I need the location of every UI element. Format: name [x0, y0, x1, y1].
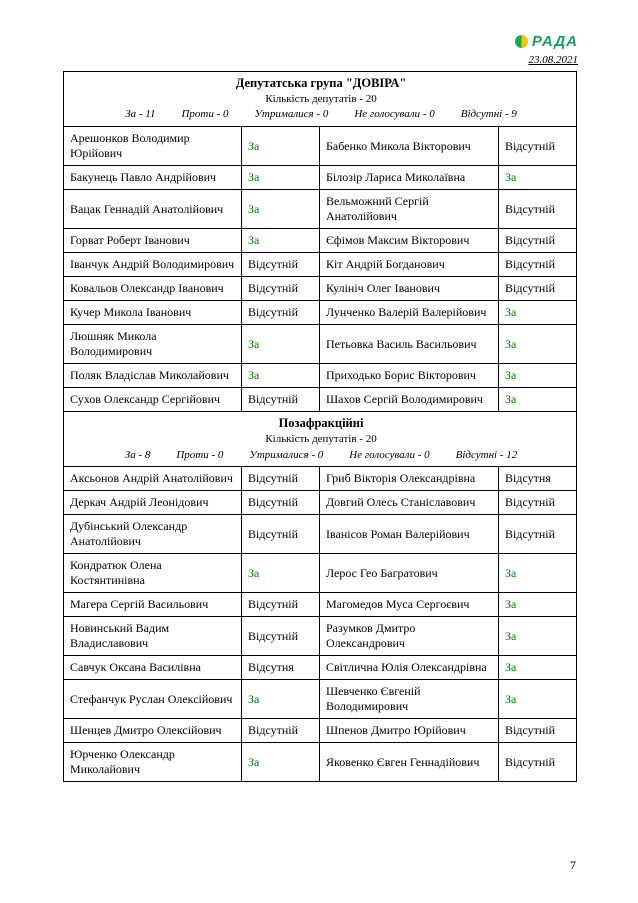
vote-cell: За [499, 554, 577, 593]
deputy-name-cell: Разумков Дмитро Олександрович [320, 617, 499, 656]
table-row [64, 388, 577, 412]
deputy-name-cell: Вельможний Сергій Анатолійович [320, 190, 499, 229]
deputy-name-cell: Єфімов Максим Вікторович [320, 229, 499, 253]
voting-table [63, 71, 577, 782]
deputy-name-cell: Бабенко Микола Вікторович [320, 127, 499, 166]
vote-cell: За [499, 325, 577, 364]
deputy-name-cell: Стефанчук Руслан Олексійович [64, 680, 242, 719]
vote-cell: За [242, 554, 320, 593]
deputy-name-cell: Дубінський Олександр Анатолійович [64, 515, 242, 554]
table-row [64, 743, 577, 782]
vote-cell: Відсутній [499, 190, 577, 229]
table-row [64, 617, 577, 656]
deputy-name-cell: Іванісов Роман Валерійович [320, 515, 499, 554]
table-row [64, 554, 577, 593]
deputy-name-cell: Горват Роберт Іванович [64, 229, 242, 253]
vote-cell: Відсутній [242, 253, 320, 277]
voting-table-container [63, 71, 577, 782]
table-row [64, 719, 577, 743]
vote-cell: Відсутня [499, 467, 577, 491]
vote-stat-item: Відсутні - 12 [455, 448, 518, 461]
vote-stat-item: Не голосували - 0 [354, 108, 435, 121]
section-vote-stats [70, 449, 572, 463]
table-row [64, 680, 577, 719]
vote-stat-item: Проти - 0 [181, 108, 229, 121]
deputy-name-cell: Білозір Лариса Миколаївна [320, 166, 499, 190]
vote-cell: Відсутній [242, 491, 320, 515]
vote-cell: Відсутній [499, 127, 577, 166]
vote-stat-item: За - 8 [124, 448, 151, 461]
vote-stat-item: За - 11 [125, 108, 156, 121]
vote-cell: Відсутній [242, 593, 320, 617]
vote-cell: Відсутній [242, 388, 320, 412]
vote-cell: Відсутній [242, 277, 320, 301]
vote-cell: Відсутній [242, 617, 320, 656]
table-row [64, 467, 577, 491]
table-row [64, 325, 577, 364]
section-deputy-count: Кількість депутатів - 20 [265, 92, 377, 105]
document-header [515, 33, 578, 68]
deputy-name-cell: Люшняк Микола Володимирович [64, 325, 242, 364]
deputy-name-cell: Іванчук Андрій Володимирович [64, 253, 242, 277]
rada-logo-text: РАДА [531, 33, 578, 50]
vote-cell: За [242, 229, 320, 253]
table-row [64, 656, 577, 680]
deputy-name-cell: Петьовка Василь Васильович [320, 325, 499, 364]
vote-cell: За [499, 593, 577, 617]
deputy-name-cell: Бакунець Павло Андрійович [64, 166, 242, 190]
deputy-name-cell: Кулініч Олег Іванович [320, 277, 499, 301]
deputy-name-cell: Магера Сергій Васильович [64, 593, 242, 617]
vote-cell: Відсутній [499, 229, 577, 253]
vote-cell: Відсутній [242, 515, 320, 554]
deputy-name-cell: Ковальов Олександр Іванович [64, 277, 242, 301]
vote-cell: Відсутній [499, 515, 577, 554]
deputy-name-cell: Поляк Владіслав Миколайович [64, 364, 242, 388]
vote-cell: Відсутній [499, 253, 577, 277]
vote-cell: Відсутній [499, 743, 577, 782]
deputy-name-cell: Світлична Юлія Олександрівна [320, 656, 499, 680]
vote-cell: Відсутній [242, 467, 320, 491]
table-row [64, 301, 577, 325]
table-row [64, 491, 577, 515]
deputy-name-cell: Юрченко Олександр Миколайович [64, 743, 242, 782]
vote-cell: Відсутній [242, 301, 320, 325]
vote-cell: За [242, 680, 320, 719]
vote-cell: Відсутній [499, 719, 577, 743]
vote-stat-item: Не голосували - 0 [349, 448, 430, 461]
deputy-name-cell: Приходько Борис Вікторович [320, 364, 499, 388]
section-header-row [64, 412, 577, 467]
vote-cell: За [499, 364, 577, 388]
deputy-name-cell: Кучер Микола Іванович [64, 301, 242, 325]
vote-cell: За [242, 325, 320, 364]
table-row [64, 277, 577, 301]
deputy-name-cell: Гриб Вікторія Олександрівна [320, 467, 499, 491]
vote-cell: За [499, 301, 577, 325]
vote-cell: За [242, 127, 320, 166]
vote-cell: За [242, 190, 320, 229]
rada-logo-icon [515, 35, 528, 48]
vote-stat-item: Утрималися - 0 [254, 108, 329, 121]
section-header-cell [64, 72, 577, 127]
deputy-name-cell: Деркач Андрій Леонідович [64, 491, 242, 515]
deputy-name-cell: Шпенов Дмитро Юрійович [320, 719, 499, 743]
table-row [64, 515, 577, 554]
deputy-name-cell: Лерос Гео Багратович [320, 554, 499, 593]
deputy-name-cell: Кондратюк Олена Костянтинівна [64, 554, 242, 593]
vote-cell: За [499, 680, 577, 719]
vote-cell: За [242, 743, 320, 782]
vote-cell: За [242, 166, 320, 190]
vote-cell: За [499, 166, 577, 190]
section-header-cell [64, 412, 577, 467]
vote-cell: Відсутня [242, 656, 320, 680]
section-vote-stats [70, 108, 572, 122]
page-number: 7 [570, 858, 576, 872]
document-date: 23.08.2021 [528, 54, 578, 66]
deputy-name-cell: Новинський Вадим Владиславович [64, 617, 242, 656]
deputy-name-cell: Вацак Геннадій Анатолійович [64, 190, 242, 229]
deputy-name-cell: Яковенко Євген Геннадійович [320, 743, 499, 782]
vote-cell: За [499, 617, 577, 656]
vote-stat-item: Проти - 0 [176, 448, 224, 461]
table-row [64, 127, 577, 166]
vote-cell: Відсутній [499, 491, 577, 515]
rada-logo [515, 33, 578, 50]
table-row [64, 253, 577, 277]
deputy-name-cell: Шевченко Євгеній Володимирович [320, 680, 499, 719]
deputy-name-cell: Кіт Андрій Богданович [320, 253, 499, 277]
vote-cell: Відсутній [499, 277, 577, 301]
section-deputy-count: Кількість депутатів - 20 [265, 432, 377, 445]
vote-cell: За [242, 364, 320, 388]
vote-cell: За [499, 656, 577, 680]
vote-cell: Відсутній [242, 719, 320, 743]
deputy-name-cell: Аксьонов Андрій Анатолійович [64, 467, 242, 491]
vote-cell: За [499, 388, 577, 412]
table-row [64, 593, 577, 617]
deputy-name-cell: Сухов Олександр Сергійович [64, 388, 242, 412]
vote-stat-item: Відсутні - 9 [460, 108, 517, 121]
deputy-name-cell: Арешонков Володимир Юрійович [64, 127, 242, 166]
deputy-name-cell: Лунченко Валерій Валерійович [320, 301, 499, 325]
table-row [64, 364, 577, 388]
deputy-name-cell: Довгий Олесь Станіславович [320, 491, 499, 515]
section-header-row [64, 72, 577, 127]
deputy-name-cell: Шенцев Дмитро Олексійович [64, 719, 242, 743]
table-row [64, 190, 577, 229]
table-row [64, 166, 577, 190]
vote-stat-item: Утрималися - 0 [249, 448, 324, 461]
deputy-name-cell: Шахов Сергій Володимирович [320, 388, 499, 412]
section-title: Депутатська група "ДОВІРА" [235, 76, 407, 90]
deputy-name-cell: Савчук Оксана Василівна [64, 656, 242, 680]
deputy-name-cell: Магомедов Муса Сергоєвич [320, 593, 499, 617]
table-row [64, 229, 577, 253]
section-title: Позафракційні [278, 416, 364, 431]
